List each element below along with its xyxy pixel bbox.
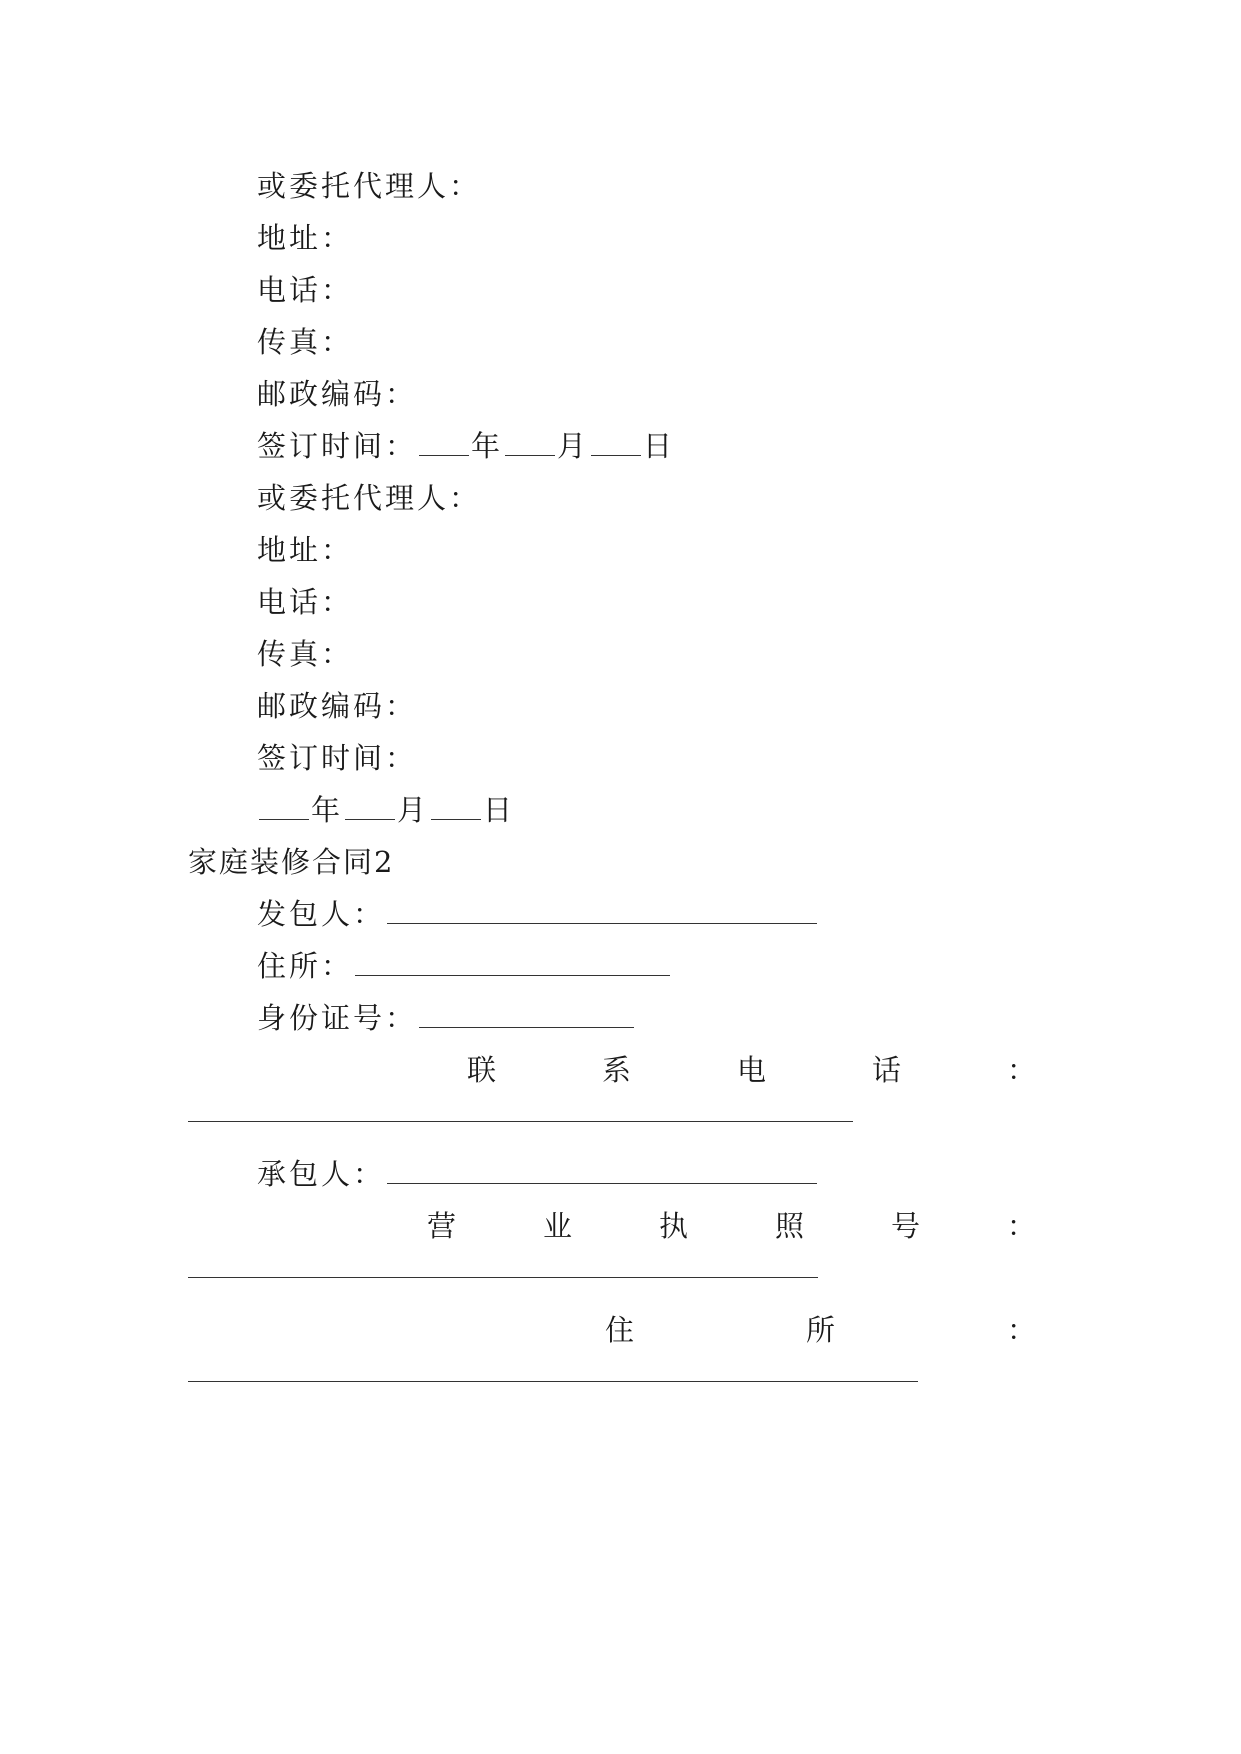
- postcode-label-2: 邮政编码：: [257, 689, 418, 723]
- license-char: 业: [542, 1209, 572, 1243]
- address-label-2: 地址：: [257, 533, 354, 567]
- sign-date-line-1: [257, 426, 675, 466]
- contact-phone-label: [467, 1050, 1036, 1090]
- residence2-label: [605, 1310, 1036, 1350]
- day-blank[interactable]: [431, 793, 481, 820]
- contact-phone-char: 联: [467, 1053, 497, 1087]
- residence-label: 住所：: [257, 949, 354, 983]
- contact-phone-char: 系: [601, 1053, 631, 1087]
- contractor-blank[interactable]: [387, 1157, 817, 1184]
- contract-title: 家庭装修合同2: [188, 845, 395, 879]
- year-label: 年: [311, 793, 344, 827]
- year-blank[interactable]: [259, 793, 309, 820]
- phone-label-2: 电话：: [257, 585, 354, 619]
- sign-date-line-2: [257, 790, 515, 830]
- residence2-char: ：: [1006, 1313, 1036, 1347]
- residence-line: [257, 946, 672, 986]
- sign-time-label-1: 签订时间：: [257, 429, 418, 463]
- license-char: 营: [427, 1209, 457, 1243]
- contractor-label: 承包人：: [257, 1157, 386, 1191]
- month-label: 月: [557, 429, 590, 463]
- id-number-blank[interactable]: [419, 1001, 634, 1028]
- month-blank[interactable]: [345, 793, 395, 820]
- month-label: 月: [397, 793, 430, 827]
- license-blank[interactable]: [188, 1277, 818, 1278]
- year-blank[interactable]: [419, 429, 469, 456]
- contact-phone-char: 话: [871, 1053, 901, 1087]
- employer-line: [257, 894, 819, 934]
- residence2-char: 住: [605, 1313, 635, 1347]
- employer-label: 发包人：: [257, 897, 386, 931]
- contact-phone-char: 电: [736, 1053, 766, 1087]
- license-char: ：: [1006, 1209, 1036, 1243]
- phone-label-1: 电话：: [257, 273, 354, 307]
- license-char: 照: [774, 1209, 804, 1243]
- license-label: [427, 1206, 1036, 1246]
- month-blank[interactable]: [505, 429, 555, 456]
- agent-label-2: 或委托代理人：: [257, 481, 482, 515]
- residence-blank[interactable]: [355, 949, 670, 976]
- contractor-line: [257, 1154, 819, 1194]
- year-label: 年: [471, 429, 504, 463]
- sign-time-label-2: 签订时间：: [257, 741, 418, 775]
- agent-label-1: 或委托代理人：: [257, 169, 482, 203]
- contact-phone-blank[interactable]: [188, 1121, 853, 1122]
- day-label: 日: [643, 429, 676, 463]
- license-char: 号: [890, 1209, 920, 1243]
- postcode-label-1: 邮政编码：: [257, 377, 418, 411]
- employer-blank[interactable]: [387, 897, 817, 924]
- fax-label-1: 传真：: [257, 325, 354, 359]
- residence2-blank[interactable]: [188, 1381, 918, 1382]
- id-number-line: [257, 998, 636, 1038]
- address-label-1: 地址：: [257, 221, 354, 255]
- day-blank[interactable]: [591, 429, 641, 456]
- contact-phone-char: ：: [1006, 1053, 1036, 1087]
- id-number-label: 身份证号：: [257, 1001, 418, 1035]
- day-label: 日: [483, 793, 516, 827]
- license-char: 执: [658, 1209, 688, 1243]
- residence2-char: 所: [805, 1313, 835, 1347]
- fax-label-2: 传真：: [257, 637, 354, 671]
